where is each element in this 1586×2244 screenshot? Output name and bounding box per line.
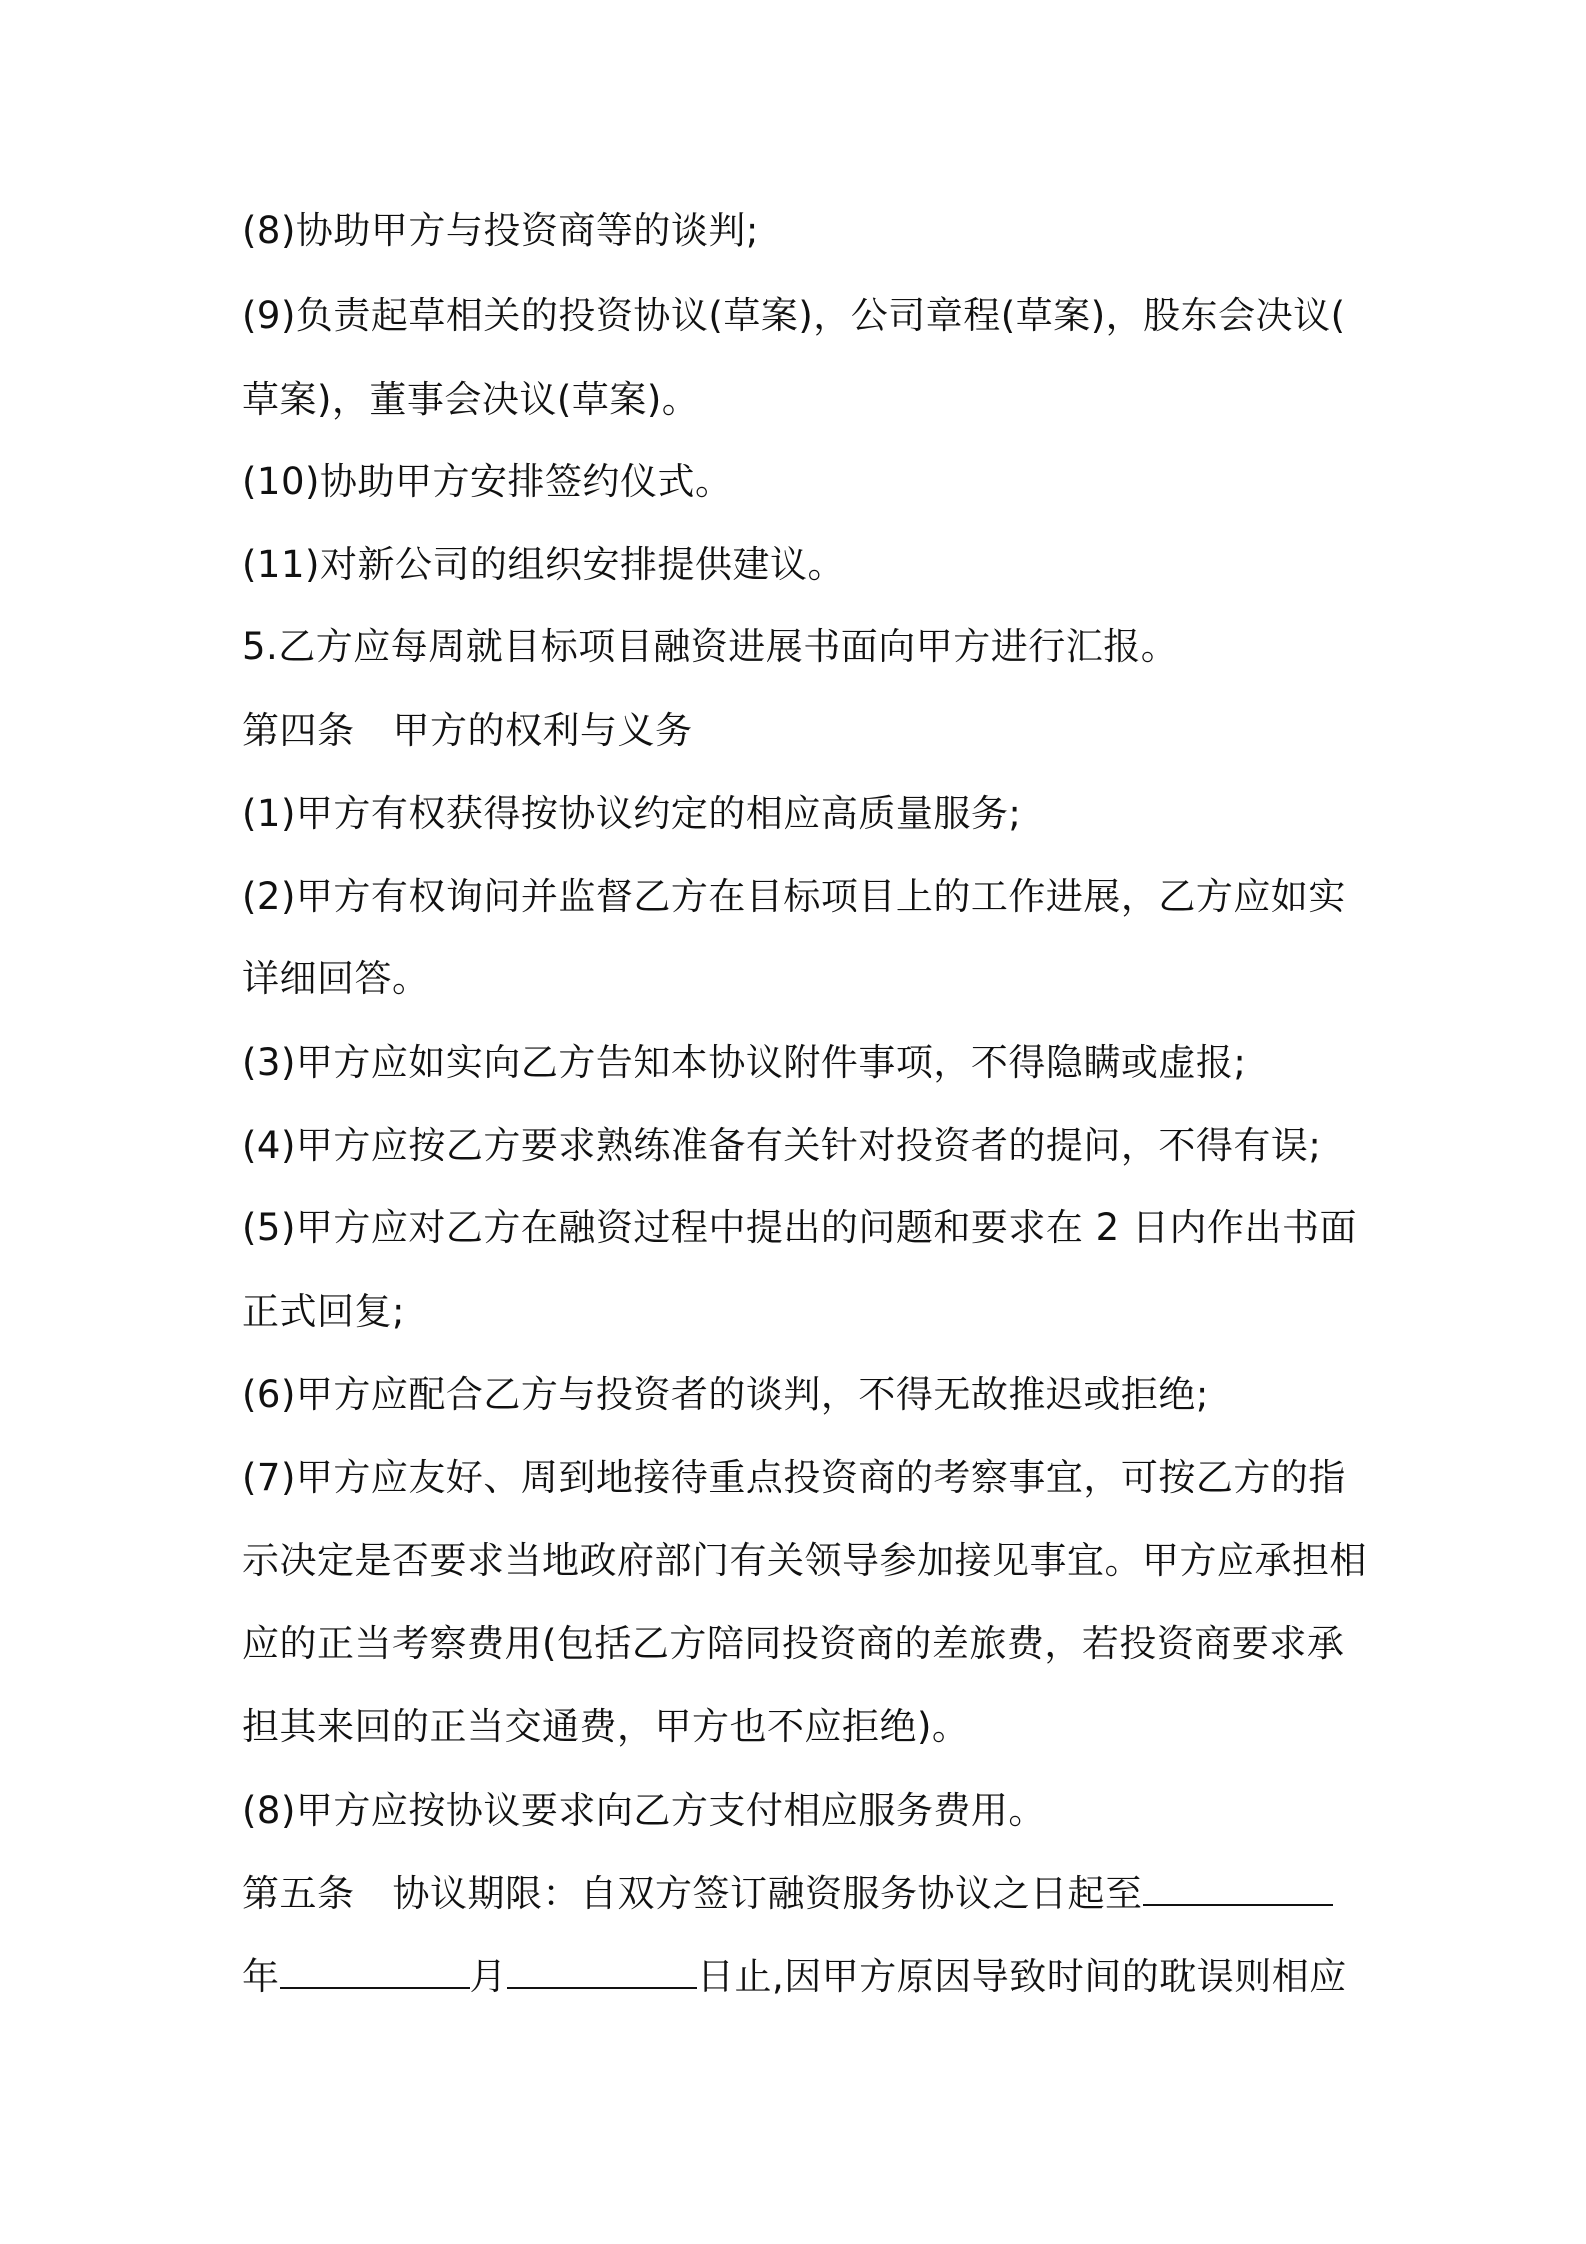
text-line: 5.乙方应每周就目标项目融资进展书面向甲方进行汇报。 (242, 625, 1179, 668)
text-line: (8)协助甲方与投资商等的谈判; (242, 209, 759, 252)
text-line: (9)负责起草相关的投资协议(草案)，公司章程(草案)，股东会决议( (242, 294, 1346, 337)
article-5-number: 第五条 (242, 1872, 355, 1915)
year-blank-underline (1143, 1870, 1333, 1906)
day-blank-underline (507, 1953, 697, 1989)
article-4-title: 甲方的权利与义务 (392, 709, 693, 752)
text-line: (10)协助甲方安排签约仪式。 (242, 460, 733, 503)
text-line: (7)甲方应友好、周到地接待重点投资商的考察事宜，可按乙方的指 (242, 1456, 1346, 1499)
text-line: 担其来回的正当交通费，甲方也不应拒绝)。 (242, 1705, 970, 1748)
article-5-heading (242, 1869, 1333, 1919)
text-line: (11)对新公司的组织安排提供建议。 (242, 543, 845, 586)
text-line: (5)甲方应对乙方在融资过程中提出的问题和要求在 2 日内作出书面 (242, 1206, 1357, 1249)
text-line: 详细回答。 (242, 957, 430, 1000)
text-line: (4)甲方应按乙方要求熟练准备有关针对投资者的提问，不得有误; (242, 1124, 1322, 1167)
month-label: 月 (469, 1955, 507, 1998)
article-5-date-line (242, 1952, 1347, 2002)
text-line: (6)甲方应配合乙方与投资者的谈判，不得无故推迟或拒绝; (242, 1373, 1209, 1416)
text-line: 示决定是否要求当地政府部门有关领导参加接见事宜。甲方应承担相 (242, 1539, 1367, 1582)
text-line: (2)甲方有权询问并监督乙方在目标项目上的工作进展，乙方应如实 (242, 875, 1346, 918)
article-5-text: 协议期限：自双方签订融资服务协议之日起至 (392, 1872, 1143, 1915)
text-line: (3)甲方应如实向乙方告知本协议附件事项，不得隐瞒或虚报; (242, 1041, 1247, 1084)
text-line: 应的正当考察费用(包括乙方陪同投资商的差旅费，若投资商要求承 (242, 1622, 1345, 1665)
article-4-number: 第四条 (242, 709, 355, 752)
month-blank-underline (280, 1953, 470, 1989)
text-line: (8)甲方应按协议要求向乙方支付相应服务费用。 (242, 1789, 1046, 1832)
year-label: 年 (242, 1955, 280, 1998)
text-line: 草案)，董事会决议(草案)。 (242, 378, 700, 421)
article-5-tail: 日止,因甲方原因导致时间的耽误则相应 (697, 1955, 1347, 1998)
text-line: 正式回复; (242, 1290, 405, 1333)
article-4-heading (242, 706, 693, 756)
text-line: (1)甲方有权获得按协议约定的相应高质量服务; (242, 792, 1022, 835)
